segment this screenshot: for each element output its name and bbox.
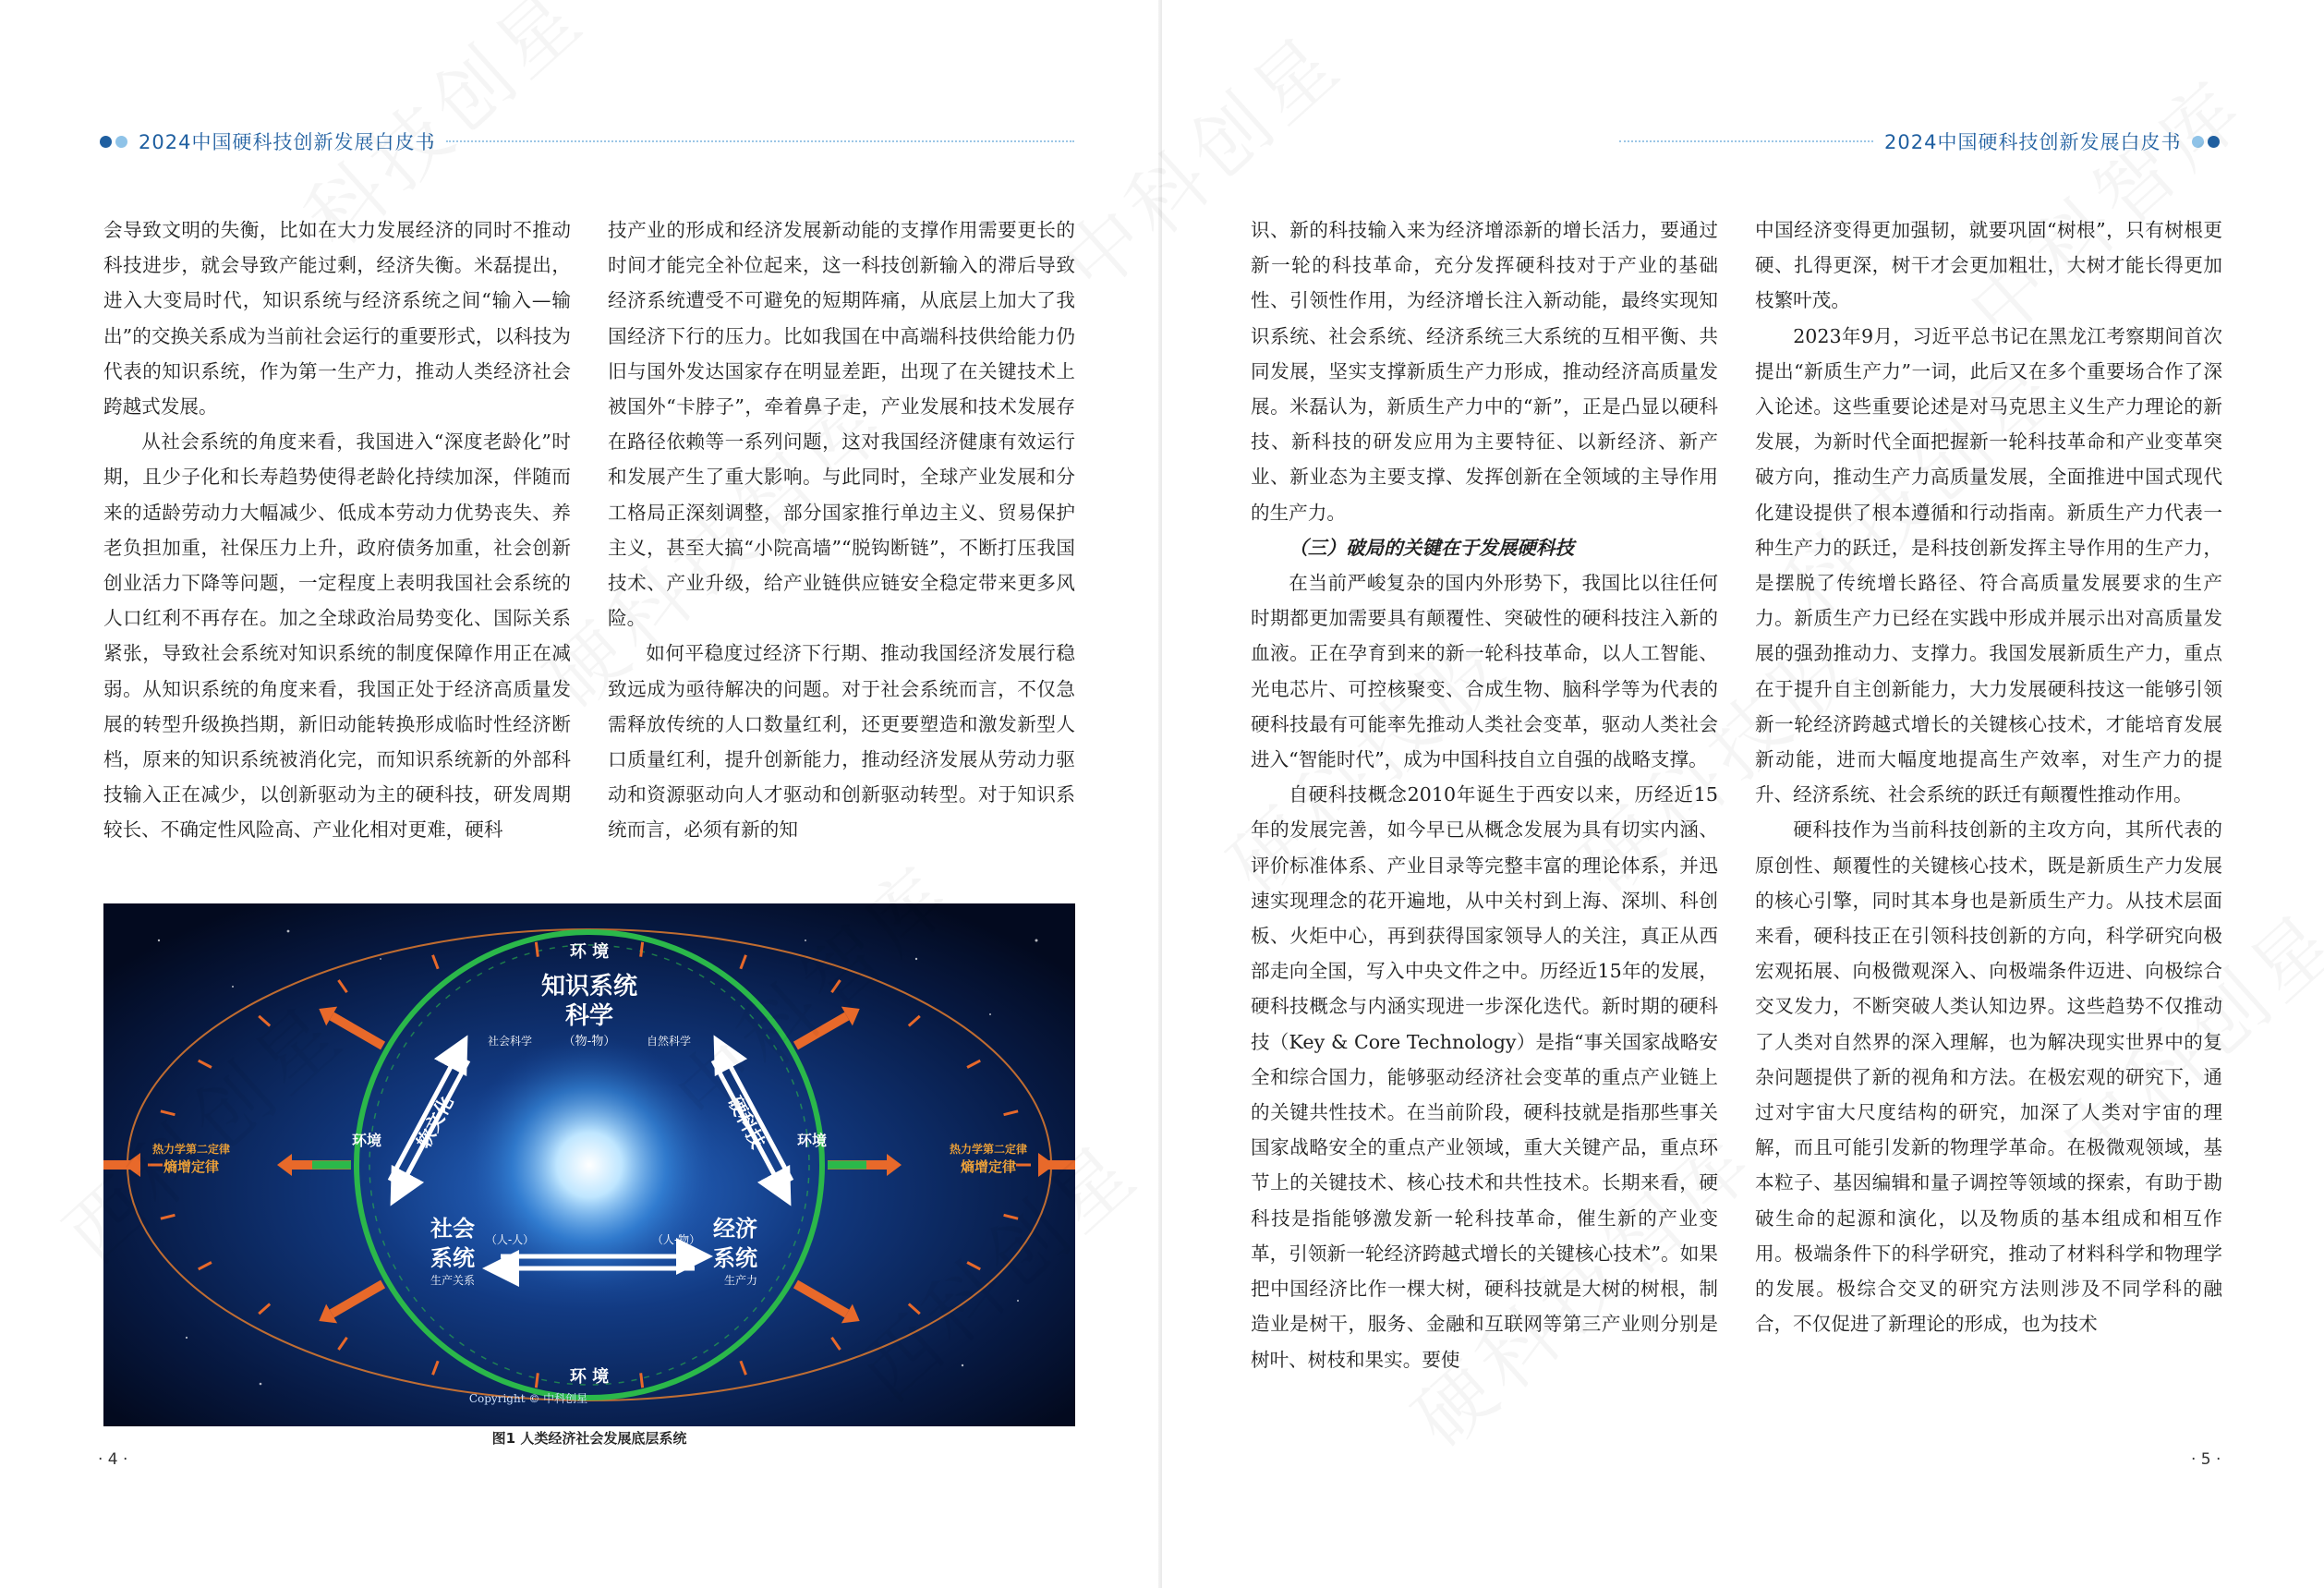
header-rule	[1619, 140, 1873, 142]
copyright: Copyright © 中科创星	[468, 1392, 588, 1405]
right-header	[1619, 127, 2220, 155]
paragraph: 2023年9月，习近平总书记在黑龙江考察期间首次提出“新质生产力”一词，此后又在多个重要场合作了深入论述。这些重要论述是对马克思主义生产力理论的新发展，为新时代全面把握新一轮科技革命和产业变革突破方向，推动生产力高质量发展，全面推进中国式现代化建设提供了根本遵循和行动指南。新质生产力代表一种生产力的跃迁，是科技创新发挥主导作用的生产力，是摆脱了传统增长路径、符合高质量发展要求的生产力。新质生产力已经在实践中形成并展示出对高质量发展的强劲推动力、支撑力。我国发展新质生产力，重点在于提升自主创新能力，大力发展硬科技这一能够引领新一轮经济跨越式增长的关键核心技术，才能培育发展新动能，进而大幅度地提高生产效率，对生产力的提升、经济系统、社会系统的跃迁有颠覆性推动作用。	[1755, 324, 2222, 806]
left-page-number: · 4 ·	[98, 1450, 128, 1469]
paragraph: 自硬科技概念2010年诞生于西安以来，历经近15年的发展完善，如今早已从概念发展为具有切实内涵、评价标准体系、产业目录等完整丰富的理论体系，并迅速实现理念的花开遍地，从中关村到上海、深圳、科创板、火炬中心，再到获得国家领导人的关注，真正从西部走向全国，写入中央文件之中。历经近15年的发展，硬科技概念与内涵实现进一步深化迭代。新时期的硬科技（Key & Core Technology）是指“事关国家战略安全和综合国力，能够驱动经济社会变革的重点产业链上的关键共性技术。在当前阶段，硬科技就是指那些事关国家战略安全的重点产业领域，重大关键产品，重点环节上的关键技术、核心技术和共性技术。长期来看，硬科技是指能够激发新一轮科技革命，催生新的产业变革，引领新一轮经济跨越式增长的关键核心技术”。如果把中国经济比作一棵大树，硬科技就是大树的树根，制造业是树干，服务、金融和互联网等第三产业则分别是树叶、树枝和果实。要使	[1251, 783, 1718, 1371]
header-dots-icon	[2192, 136, 2220, 148]
paragraph: 从社会系统的角度来看，我国进入“深度老龄化”时期，且少子化和长寿趋势使得老龄化持续加深，伴随而来的适龄劳动力大幅减少、低成本劳动力优势丧失、养老负担加重，社保压力上升，政府债务加重，社会创新创业活力下降等问题，一定程度上表明我国社会系统的人口红利不再存在。加之全球政治局势变化、国际关系紧张，导致社会系统对知识系统的制度保障作用正在减弱。从知识系统的角度来看，我国正处于经济高质量发展的转型升级换挡期，新旧动能转换形成临时性经济断档，原来的知识系统被消化完，而知识系统新的外部科技输入正在减少，以创新驱动为主的硬科技，研发周期较长、不确定性风险高、产业化相对更难，硬科	[103, 430, 571, 842]
paragraph: 识、新的科技输入来为经济增添新的增长活力，要通过新一轮的科技革命，充分发挥硬科技对于产业的基础性、引领性作用，为经济增长注入新动能，最终实现知识系统、社会系统、经济系统三大系统的互相平衡、共同发展，坚实支撑新质生产力形成，推动经济高质量发展。米磊认为，新质生产力中的“新”，正是凸显以硬科技、新科技的研发应用为主要特征、以新经济、新产业、新业态为主要支撑、发挥创新在全领域的主导作用的生产力。	[1251, 219, 1718, 524]
paragraph: 在当前严峻复杂的国内外形势下，我国比以往任何时期都更加需要具有颠覆性、突破性的硬科技注入新的血液。正在孕育到来的新一轮科技革命，以人工智能、光电芯片、可控核聚变、合成生物、脑科学等为代表的硬科技最有可能率先推动人类社会变革，驱动人类社会进入“智能时代”，成为中国科技自立自强的战略支撑。	[1251, 572, 1718, 771]
natural-science-label: 自然科学	[646, 1035, 692, 1048]
left-header-title: 2024中国硬科技创新发展白皮书	[139, 131, 436, 153]
economic-system-title-1: 经济	[713, 1216, 757, 1242]
economic-system-title-2: 系统	[713, 1245, 757, 1271]
paragraph: 中国经济变得更加强韧，就要巩固“树根”，只有树根更硬、扎得更深，树干才会更加粗壮，大树才能长得更加枝繁叶茂。	[1755, 219, 2222, 312]
paragraph: 技产业的形成和经济发展新动能的支撑作用需要更长的时间才能完全补位起来，这一科技创新输入的滞后导致经济系统遭受不可避免的短期阵痛，从底层上加大了我国经济下行的压力。比如我国在中高端科技供给能力仍旧与国外发达国家存在明显差距，出现了在关键技术上被国外“卡脖子”，牵着鼻子走，产业发展和技术发展存在路径依赖等一系列问题，这对我国经济健康有效运行和发展产生了重大影响。与此同时，全球产业发展和分工格局正深刻调整，部分国家推行单边主义、贸易保护主义，甚至大搞“小院高墙”“脱钩断链”，不断打压我国技术、产业升级，给产业链供应链安全稳定带来更多风险。	[608, 219, 1075, 630]
small-orbit-arrow	[536, 1373, 538, 1388]
law-right-2: 熵增定律	[960, 1158, 1017, 1175]
social-relation: 生产关系	[430, 1274, 476, 1287]
paragraph: 如何平稳度过经济下行期、推动我国经济发展行稳致远成为亟待解决的问题。对于社会系统而言，不仅急需释放传统的人口数量红利，还更要塑造和激发新型人口质量红利，提升创新能力，推动经济发展从劳动力驱动和资源驱动向人才驱动和创新驱动转型。对于知识系统而言，必须有新的知	[608, 642, 1075, 842]
section-heading: （三）破局的关键在于发展硬科技	[1289, 536, 1575, 559]
left-column-2	[608, 212, 1075, 848]
system-diagram	[103, 903, 1075, 1426]
small-orbit-arrow	[641, 1373, 643, 1388]
right-column-2	[1755, 212, 2222, 1342]
env-label-right: 环境	[796, 1132, 828, 1149]
small-orbit-arrow	[536, 942, 538, 957]
right-header-title: 2024中国硬科技创新发展白皮书	[1884, 131, 2182, 153]
soft-culture-label: 软文化	[412, 1092, 458, 1152]
right-page	[1162, 0, 2324, 1588]
social-system-title-2: 系统	[430, 1245, 475, 1271]
small-orbit-arrow	[641, 942, 643, 957]
env-label-top: 环 境	[569, 942, 610, 962]
knowledge-sub: （物-物）	[563, 1035, 616, 1049]
econ-relation: 生产力	[723, 1274, 758, 1287]
social-system-title-1: 社会	[430, 1216, 475, 1242]
knowledge-science-title: 科学	[564, 1002, 614, 1030]
left-header	[100, 127, 1074, 155]
knowledge-system-title: 知识系统	[540, 973, 638, 1000]
env-label-bottom: 环 境	[569, 1367, 610, 1387]
header-rule	[446, 140, 1074, 142]
right-column-1	[1251, 212, 1718, 1377]
hard-tech-label: 硬科技	[723, 1092, 769, 1152]
right-page-number: · 5 ·	[2191, 1450, 2221, 1469]
figure-caption: 图1 人类经济社会发展底层系统	[491, 1430, 687, 1447]
paragraph: 会导致文明的失衡，比如在大力发展经济的同时不推动科技进步，就会导致产能过剩，经济失衡。米磊提出，进入大变局时代，知识系统与经济系统之间“输入—输出”的交换关系成为当前社会运行的重要形式，以科技为代表的知识系统，作为第一生产力，推动人类经济社会跨越式发展。	[103, 219, 571, 418]
env-label-left: 环境	[351, 1132, 382, 1149]
social-science-label: 社会科学	[487, 1035, 533, 1048]
econ-sub: （人-物）	[651, 1233, 701, 1246]
law-right-1: 热力学第二定律	[949, 1143, 1028, 1156]
social-sub: （人-人）	[485, 1233, 535, 1246]
header-dots-icon	[100, 136, 127, 148]
law-left-1: 热力学第二定律	[151, 1143, 231, 1156]
left-column-1	[103, 212, 571, 848]
system-diagram-figure	[103, 903, 1075, 1426]
law-left-2: 熵增定律	[163, 1158, 220, 1175]
paragraph: 硬科技作为当前科技创新的主攻方向，其所代表的原创性、颠覆性的关键核心技术，既是新质生产力发展的核心引擎，同时其本身也是新质生产力。从技术层面来看，硬科技正在引领科技创新的方向，科学研究向极宏观拓展、向极微观深入、向极端条件迈进、向极综合交叉发力，不断突破人类认知边界。这些趋势不仅推动了人类对自然界的深入理解，也为解决现实世界中的复杂问题提供了新的视角和方法。在极宏观的研究下，通过对宇宙大尺度结构的研究，加深了人类对宇宙的理解，而且可能引发新的物理学革命。在极微观领域，基本粒子、基因编辑和量子调控等领域的探索，有助于勘破生命的起源和演化，以及物质的基本组成和相互作用。极端条件下的科学研究，推动了材料科学和物理学的发展。极综合交叉的研究方法则涉及不同学科的融合，不仅促进了新理论的形成，也为技术	[1755, 818, 2222, 1336]
